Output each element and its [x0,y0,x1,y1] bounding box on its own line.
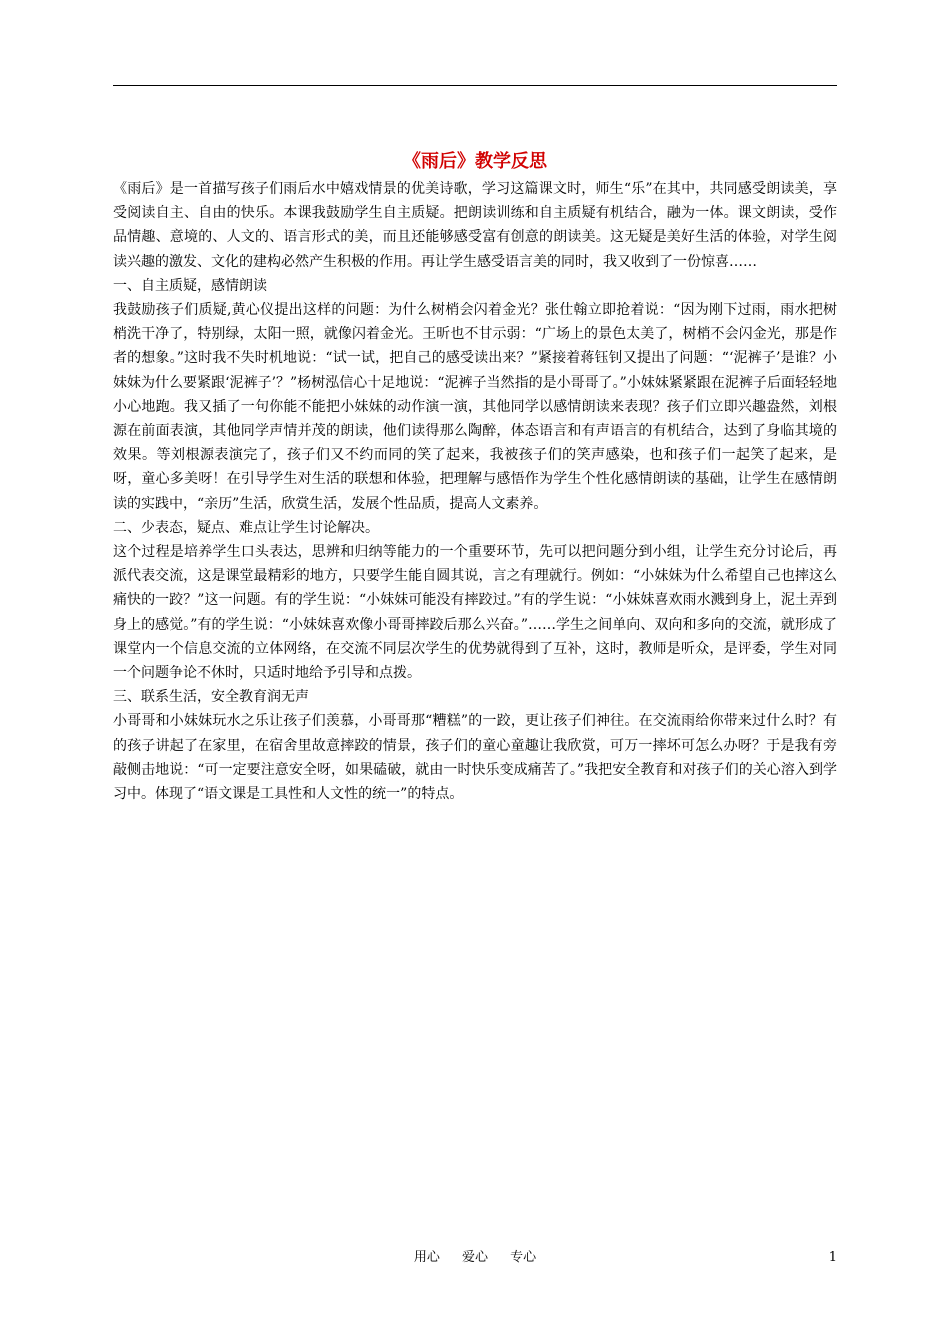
footer-motto-3: 专心 [510,1250,537,1265]
footer-motto [113,1249,837,1267]
header-rule [113,85,837,86]
section-heading-1: 一、自主质疑，感情朗读 [113,277,267,294]
paragraph-section-1: 我鼓励孩子们质疑,黄心仪提出这样的问题：为什么树梢会闪着金光？张仕翰立即抢着说：“因为刚下过雨，雨水把树梢洗干净了，特别绿，太阳一照，就像闪着金光。王昕也不甘示弱：“广场上的景色太美了，树梢不会闪金光，那是作者的想象。”这时我不失时机地说：“试一试，把自己的感受读出来？”紧接着蒋钰钊又提出了问题：“‘泥裤子’是谁？小妹妹为什么要紧跟‘泥裤子’？”杨树泓信心十足地说：“泥裤子当然指的是小哥哥了。”小妹妹紧紧跟在泥裤子后面轻轻地小心地跑。我又插了一句你能不能把小妹妹的动作演一演，其他同学以感情朗读来表现？孩子们立即兴趣盎然，刘根源在前面表演，其他同学声情并茂的朗读，他们读得那么陶醉，体态语言和有声语言的有机结合，达到了身临其境的效果。等刘根源表演完了，孩子们又不约而同的笑了起来，我被孩子们的笑声感染，也和孩子们一起笑了起来，是呀，童心多美呀！在引导学生对生活的联想和体验，把理解与感悟作为学生个性化感情朗读的基础，让学生在感情朗读的实践中，“亲历”生活，欣赏生活，发展个性品质，提高人文素养。 [113,302,837,512]
footer-motto-2: 爱心 [461,1250,488,1265]
page-number: 1 [828,1250,837,1265]
paragraph-intro: 《雨后》是一首描写孩子们雨后水中嬉戏情景的优美诗歌，学习这篇课文时，师生“乐”在其中，共同感受朗读美，享受阅读自主、自由的快乐。本课我鼓励学生自主质疑。把朗读训练和自主质疑有机结合，融为一体。课文朗读，受作品情趣、意境的、人文的、语言形式的美，而且还能够感受富有创意的朗读美。这无疑是美好生活的体验，对学生阅读兴趣的激发、文化的建构必然产生积极的作用。再让学生感受语言美的同时，我又收到了一份惊喜…… [113,181,837,270]
paragraph-section-2: 这个过程是培养学生口头表达，思辨和归纳等能力的一个重要环节，先可以把问题分到小组，让学生充分讨论后，再派代表交流，这是课堂最精彩的地方，只要学生能自圆其说，言之有理就行。例如：“小妹妹为什么希望自己也摔这么痛快的一跤？”这一问题。有的学生说：“小妹妹可能没有摔跤过。”有的学生说：“小妹妹喜欢雨水溅到身上，泥土弄到身上的感觉。”有的学生说：“小妹妹喜欢像小哥哥摔跤后那么兴奋。”……学生之间单向、双向和多向的交流，就形成了课堂内一个信息交流的立体网络，在交流不同层次学生的优势就得到了互补，这时，教师是听众，是评委，学生对同一个问题争论不休时，只适时地给予引导和点拨。 [113,544,837,682]
section-heading-2: 二、少表态，疑点、难点让学生讨论解决。 [113,519,379,536]
section-heading-3: 三、联系生活，安全教育润无声 [113,689,309,706]
document-body [113,177,837,806]
footer-motto-1: 用心 [413,1250,440,1265]
document-title: 《雨后》教学反思 [403,151,547,172]
paragraph-section-3: 小哥哥和小妹妹玩水之乐让孩子们羡慕，小哥哥那“糟糕”的一跤，更让孩子们神往。在交流雨给你带来过什么时？有的孩子讲起了在家里，在宿舍里故意摔跤的情景，孩子们的童心童趣让我欣赏，可万一摔坏可怎么办呀？于是我有旁敲侧击地说：“可一定要注意安全呀，如果磕破，就由一时快乐变成痛苦了。”我把安全教育和对孩子们的关心溶入到学习中。体现了“语文课是工具性和人文性的统一”的特点。 [113,713,837,803]
